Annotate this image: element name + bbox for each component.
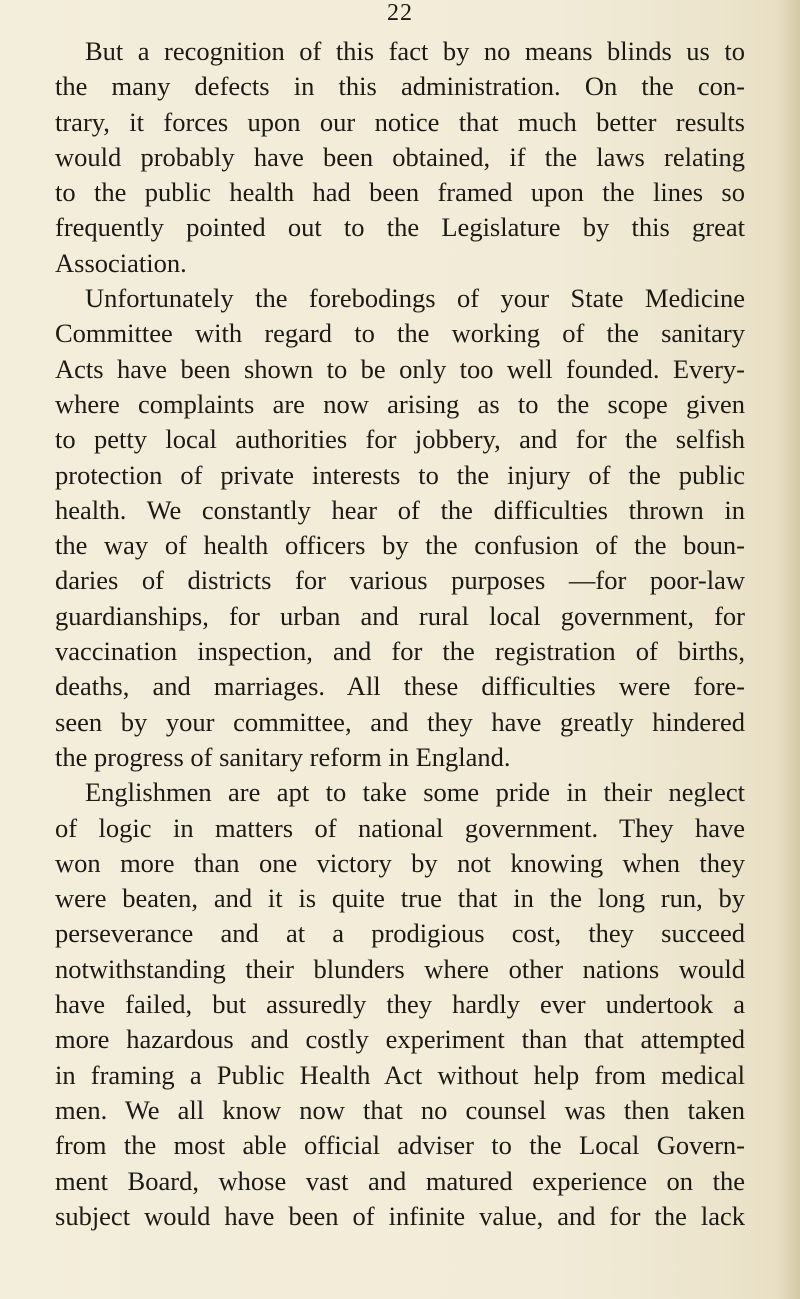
text-line: deaths, and marriages. All these difficulties were fore- — [55, 671, 745, 702]
text-line: the progress of sanitary reform in England. — [55, 741, 511, 772]
text-line: trary, it forces upon our notice that much better results — [55, 106, 745, 137]
text-line: were beaten, and it is quite true that in the long run, by — [55, 883, 745, 914]
text-line: the many defects in this administration. On the con- — [55, 71, 745, 102]
text-line: ment Board, whose vast and matured experience on the — [55, 1165, 745, 1196]
text-line: subject would have been of infinite value, and for the lack — [55, 1200, 745, 1231]
text-line: more hazardous and costly experiment than that attempted — [55, 1024, 745, 1055]
text-line: But a recognition of this fact by no means blinds us to — [85, 36, 745, 66]
text-line: Committee with regard to the working of the sanitary — [55, 318, 745, 349]
text-line: Acts have been shown to be only too well founded. Every- — [55, 353, 745, 384]
text-line: notwithstanding their blunders where other nations would — [55, 953, 745, 984]
text-line: have failed, but assuredly they hardly ever undertook a — [55, 989, 745, 1020]
text-line: vaccination inspection, and for the registration of births, — [55, 636, 745, 667]
text-line: won more than one victory by not knowing when they — [55, 847, 745, 878]
body-text — [55, 34, 745, 1234]
text-line: where complaints are now arising as to the scope given — [55, 388, 745, 419]
text-line: men. We all know now that no counsel was then taken — [55, 1094, 745, 1125]
text-line: frequently pointed out to the Legislature by this great — [55, 212, 745, 243]
text-line: the way of health officers by the confusion of the boun- — [55, 530, 745, 561]
text-line: health. We constantly hear of the difficulties thrown in — [55, 494, 745, 525]
text-line: Unfortunately the forebodings of your State Medicine — [85, 283, 745, 314]
text-line: daries of districts for various purposes —for poor-law — [55, 565, 745, 596]
page-number: 22 — [387, 0, 413, 26]
page-edge-shadow — [778, 0, 800, 1299]
text-line: in framing a Public Health Act without help from medical — [55, 1059, 745, 1090]
text-line: protection of private interests to the injury of the public — [55, 459, 745, 490]
text-line: guardianships, for urban and rural local government, for — [55, 600, 745, 631]
text-line: perseverance and at a prodigious cost, they succeed — [55, 918, 745, 949]
text-line: of logic in matters of national government. They have — [55, 812, 745, 843]
text-line: to the public health had been framed upon the lines so — [55, 177, 745, 208]
text-line: would probably have been obtained, if the laws relating — [55, 141, 745, 172]
text-line: Association. — [55, 247, 187, 278]
text-line: Englishmen are apt to take some pride in their neglect — [85, 777, 745, 808]
text-line: seen by your committee, and they have greatly hindered — [55, 706, 745, 737]
text-line: from the most able official adviser to the Local Govern- — [55, 1130, 745, 1161]
text-line: to petty local authorities for jobbery, and for the selfish — [55, 424, 745, 455]
